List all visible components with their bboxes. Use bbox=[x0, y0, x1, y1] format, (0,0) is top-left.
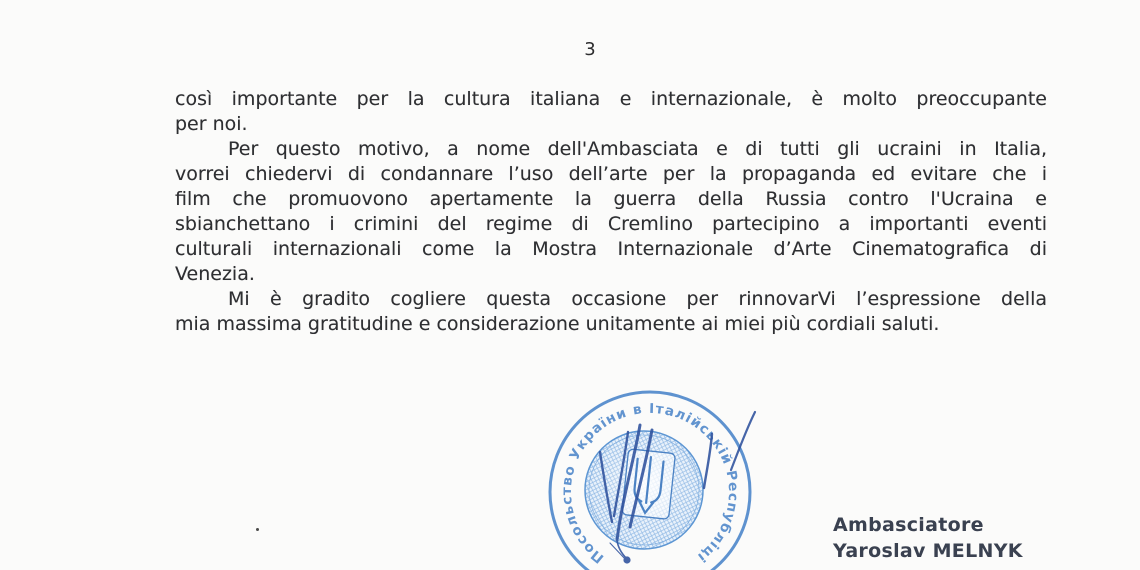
signature-block bbox=[833, 512, 1023, 564]
text-line: Venezia. bbox=[175, 263, 255, 285]
text-line: Mi è gradito cogliere questa occasione per rinnovarVi l’espressione della bbox=[228, 288, 1047, 310]
text-line: Per questo motivo, a nome dell'Ambasciata e di tutti gli ucraini in Italia, bbox=[228, 138, 1047, 160]
text-line: vorrei chiedervi di condannare l’uso dell’arte per la propaganda ed evitare che i bbox=[175, 163, 1047, 185]
paragraph bbox=[175, 287, 1047, 337]
text-line: sbianchettano i crimini del regime di Cremlino partecipino a importanti eventi bbox=[175, 213, 1047, 235]
signatory-name: Yaroslav MELNYK bbox=[833, 540, 1023, 562]
embassy-seal bbox=[535, 377, 765, 570]
text-line: culturali internazionali come la Mostra Internazionale d’Arte Cinematografica di bbox=[175, 238, 1047, 260]
scan-speck bbox=[256, 528, 259, 531]
paragraph bbox=[175, 137, 1047, 287]
text-line: mia massima gratitudine e considerazione unitamente ai miei più cordiali saluti. bbox=[175, 313, 940, 335]
page-number: 3 bbox=[584, 39, 596, 60]
text-line: film che promuovono apertamente la guerra della Russia contro l'Ucraina e bbox=[175, 188, 1047, 210]
text-line: per noi. bbox=[175, 113, 248, 135]
trident-emblem bbox=[622, 449, 676, 520]
seal-ring-text: Посольство України в Італійській Республіці bbox=[558, 400, 742, 567]
letter-body bbox=[175, 87, 1047, 337]
signatory-title: Ambasciatore bbox=[833, 514, 984, 536]
paragraph bbox=[175, 87, 1047, 137]
text-line: così importante per la cultura italiana e internazionale, è molto preoccupante bbox=[175, 88, 1047, 110]
